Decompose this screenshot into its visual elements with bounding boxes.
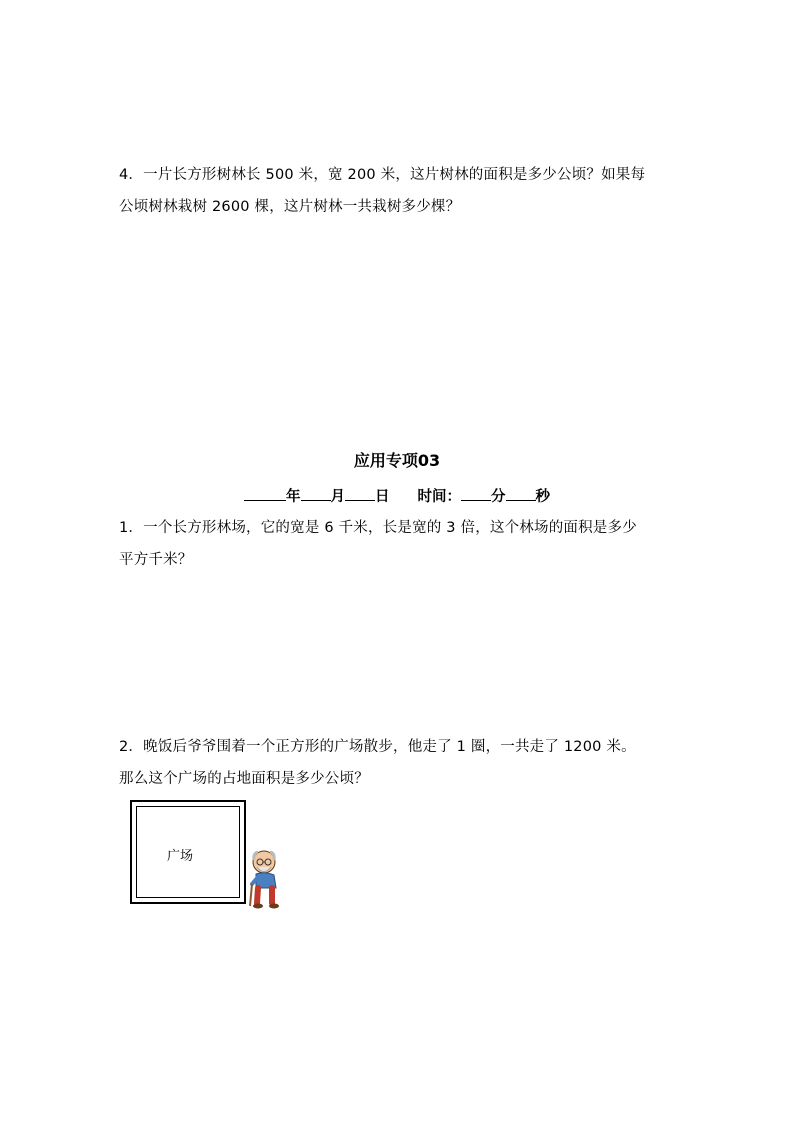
section-title: 应用专项03	[353, 451, 441, 470]
question-4-line-2: 公顷树林栽树 2600 棵，这片树林一共栽树多少棵？	[119, 199, 461, 215]
month-label: 月	[330, 489, 345, 505]
year-label: 年	[286, 489, 301, 505]
question-1-line-1: 1．一个长方形林场，它的宽是 6 千米，长是宽的 3 倍，这个林场的面积是多少	[119, 520, 637, 536]
plaza-square-inner-border	[136, 806, 240, 898]
minute-blank[interactable]	[461, 486, 491, 501]
plaza-square-figure	[130, 800, 246, 904]
year-blank[interactable]	[244, 486, 286, 501]
question-2-line-1: 2．晚饭后爷爷围着一个正方形的广场散步，他走了 1 圈，一共走了 1200 米。	[119, 739, 636, 755]
day-blank[interactable]	[345, 486, 375, 501]
question-4-line-1: 4．一片长方形树林长 500 米，宽 200 米，这片树林的面积是多少公顷？如果每	[119, 167, 646, 183]
second-label: 秒	[535, 489, 550, 505]
day-label: 日	[375, 489, 390, 505]
question-2-line-2: 那么这个广场的占地面积是多少公顷？	[119, 771, 369, 787]
question-1-line-2: 平方千米？	[119, 552, 193, 568]
plaza-label: 广场	[167, 849, 194, 864]
minute-label: 分	[491, 489, 506, 505]
time-label: 时间：	[417, 489, 461, 505]
grandpa-walking-icon	[246, 848, 288, 910]
second-blank[interactable]	[506, 486, 536, 501]
date-time-line	[0, 486, 794, 507]
month-blank[interactable]	[301, 486, 331, 501]
